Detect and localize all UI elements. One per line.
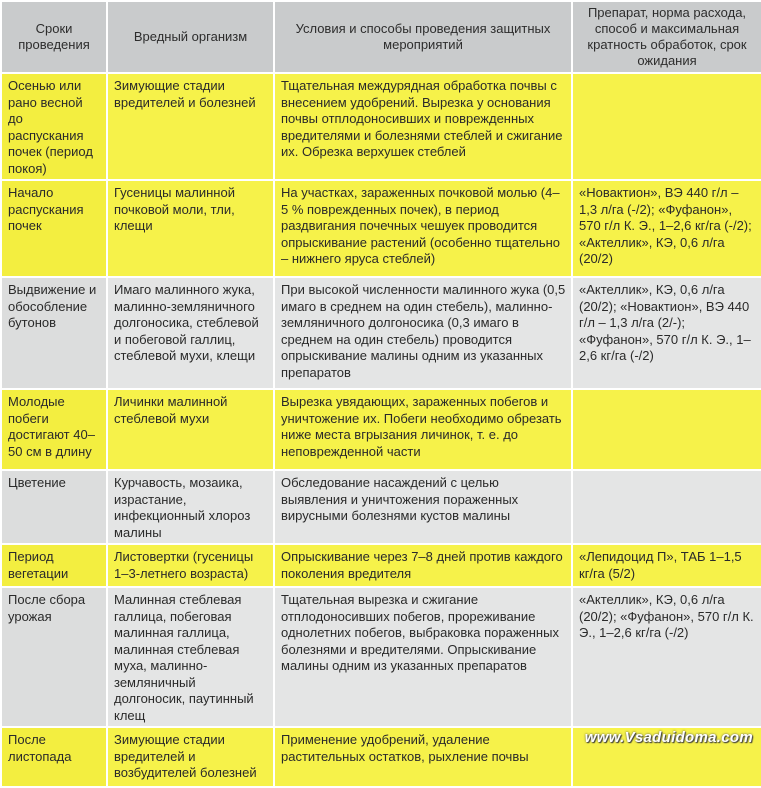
cell-period: Молодые побеги достигают 40–50 см в длину bbox=[1, 389, 107, 470]
cell-measures: Обследование насаждений с целью выявления и уничтожения пораженных вирусными болезнями кустов малины bbox=[274, 470, 572, 544]
cell-pest: Гусеницы малинной почковой моли, тли, клещи bbox=[107, 180, 274, 277]
table-row bbox=[1, 587, 761, 727]
table-row bbox=[1, 389, 761, 470]
cell-preparation bbox=[572, 470, 761, 544]
cell-measures: Опрыскивание через 7–8 дней против каждого поколения вредителя bbox=[274, 544, 572, 587]
table-row bbox=[1, 73, 761, 180]
cell-measures: Применение удобрений, удаление растительных остатков, рыхление почвы bbox=[274, 727, 572, 787]
table-row bbox=[1, 180, 761, 277]
table-row bbox=[1, 544, 761, 587]
cell-measures: Тщательная вырезка и сжигание отплодоносивших побегов, прореживание однолетних побегов, выбраковка пораженных болезнями и вредителями. Опрыскивание малины одним из указанных препаратов bbox=[274, 587, 572, 727]
cell-pest: Личинки малинной стеблевой мухи bbox=[107, 389, 274, 470]
header-pest: Вредный организм bbox=[107, 1, 274, 73]
cell-pest: Зимующие стадии вредителей и болезней bbox=[107, 73, 274, 180]
header-preparation: Препарат, норма расхода, способ и максимальная кратность обработок, срок ожидания bbox=[572, 1, 761, 73]
cell-period: Осенью или рано весной до распускания почек (период покоя) bbox=[1, 73, 107, 180]
cell-period: Выдвижение и обособление бутонов bbox=[1, 277, 107, 389]
table-row bbox=[1, 470, 761, 544]
cell-period: Цветение bbox=[1, 470, 107, 544]
header-period: Сроки проведения bbox=[1, 1, 107, 73]
cell-period: После сбора урожая bbox=[1, 587, 107, 727]
cell-measures: На участках, зараженных почковой молью (4–5 % поврежденных почек), в период раздвигания почечных чешуек проводится опрыскивание растений (особенно тщательно – нижнего яруса стеблей) bbox=[274, 180, 572, 277]
cell-measures: При высокой численности малинного жука (0,5 имаго в среднем на один стебель), малинно-земляничного долгоносика (0,3 имаго в среднем на один стебель) проводится опрыскивание малины одним из указанных препаратов bbox=[274, 277, 572, 389]
cell-pest: Курчавость, мозаика, израстание, инфекционный хлороз малины bbox=[107, 470, 274, 544]
cell-preparation: «Актеллик», КЭ, 0,6 л/га (20/2); «Новактион», ВЭ 440 г/л – 1,3 л/га (2/-); «Фуфанон», 570 г/л К. Э., 1–2,6 кг/га (-/2) bbox=[572, 277, 761, 389]
cell-period: После листопада bbox=[1, 727, 107, 787]
cell-measures: Вырезка увядающих, зараженных побегов и уничтожение их. Побеги необходимо обрезать ниже места вгрызания личинок, т. е. до неповрежденной части bbox=[274, 389, 572, 470]
cell-period: Начало распускания почек bbox=[1, 180, 107, 277]
watermark: www.Vsaduidoma.com bbox=[584, 729, 753, 746]
cell-period: Период вегетации bbox=[1, 544, 107, 587]
cell-preparation: «Лепидоцид П», ТАБ 1–1,5 кг/га (5/2) bbox=[572, 544, 761, 587]
table-row bbox=[1, 277, 761, 389]
cell-measures: Тщательная междурядная обработка почвы с внесением удобрений. Вырезка у основания почвы отплодоносивших и поврежденных вредителями и болезнями стеблей и сжигание их. Обрезка верхушек стеблей bbox=[274, 73, 572, 180]
cell-pest: Листовертки (гусеницы 1–3-летнего возраста) bbox=[107, 544, 274, 587]
cell-preparation: «Актеллик», КЭ, 0,6 л/га (20/2); «Фуфанон», 570 г/л К. Э., 1–2,6 кг/га (-/2) bbox=[572, 587, 761, 727]
cell-preparation bbox=[572, 73, 761, 180]
cell-preparation bbox=[572, 389, 761, 470]
cell-pest: Малинная стеблевая галлица, побеговая малинная галлица, малинная стеблевая муха, малинно-земляничный долгоносик, паутинный клещ bbox=[107, 587, 274, 727]
cell-preparation: «Новактион», ВЭ 440 г/л – 1,3 л/га (-/2); «Фуфанон», 570 г/л К. Э., 1–2,6 кг/га (-/2); «Актеллик», КЭ, 0,6 л/га (20/2) bbox=[572, 180, 761, 277]
cell-pest: Зимующие стадии вредителей и возбудителей болезней bbox=[107, 727, 274, 787]
header-measures: Условия и способы проведения защитных мероприятий bbox=[274, 1, 572, 73]
table-header-row bbox=[1, 1, 761, 73]
cell-pest: Имаго малинного жука, малинно-земляничного долгоносика, стеблевой и побеговой галлиц, стеблевой мухи, клещи bbox=[107, 277, 274, 389]
